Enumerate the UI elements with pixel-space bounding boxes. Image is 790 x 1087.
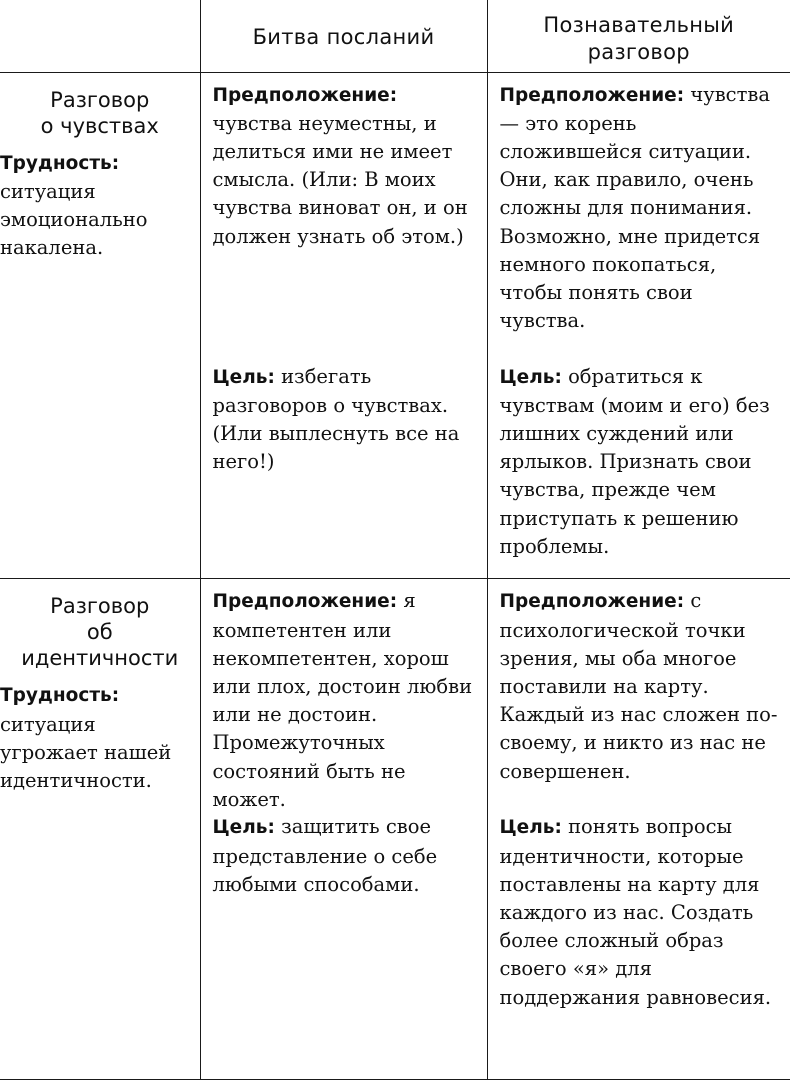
goal-text: избегать разговоров о чувствах. (Или выплеснуть все на него!) [213,365,460,474]
goal-learning-feelings [500,363,781,561]
assumption-battle-feelings [213,81,477,363]
assumption-text: чувства — это корень сложившейся ситуации. Они, как правило, очень сложны для понимания. Возможно, мне придется немного покопаться, чтобы понять свои чувства. [500,83,771,333]
row-title-identity [0,579,200,671]
goal-battle-identity [213,813,477,899]
difficulty-label: Трудность: [0,153,119,174]
row-title-identity-line2: об идентичности [21,620,178,670]
assumption-label: Предположение: [213,591,398,612]
goal-label: Цель: [213,817,275,838]
goal-text: защитить свое представление о себе любыми способами. [213,815,438,895]
header-row [0,0,790,72]
table-row-identity [0,579,790,1080]
corner-cell [0,0,200,72]
row-title-feelings-line1: Разговор [50,88,149,112]
difficulty-text: ситуация эмоционально накалена. [0,180,147,259]
row-title-feelings-line2: о чувствах [41,114,159,138]
column-title-learning-line1: Познавательный [543,13,734,37]
difficulty-text: ситуация угрожает нашей идентичности. [0,713,171,792]
difficulty-feelings [0,149,200,263]
cell-learning-identity [487,579,790,1080]
cell-learning-feelings [487,72,790,579]
cell-battle-feelings [200,72,487,579]
difficulty-identity [0,681,200,795]
cell-battle-identity [200,579,487,1080]
assumption-learning-identity [500,587,781,813]
assumption-label: Предположение: [213,85,398,106]
assumption-text: чувства неуместны, и делиться ими не имеет смысла. (Или: В моих чувства виноват он, и он должен узнать об этом.) [213,112,468,248]
goal-label: Цель: [213,367,275,388]
row-header-identity [0,579,200,1080]
goal-label: Цель: [500,367,562,388]
difficulty-label: Трудность: [0,685,119,706]
assumption-text: с психологической точки зрения, мы оба многое поставили на карту. Каждый из нас сложен по-своему, и никто из нас не совершенен. [500,589,778,782]
assumption-battle-identity [213,587,477,813]
column-title-learning-line2: разговор [588,40,690,64]
goal-learning-identity [500,813,781,1011]
column-title-learning [488,0,790,66]
goal-battle-feelings [213,363,477,477]
row-header-feelings [0,72,200,579]
table-row-feelings [0,72,790,579]
column-title-battle: Битва посланий [201,0,487,51]
column-header-battle [200,0,487,72]
column-header-learning [487,0,790,72]
assumption-label: Предположение: [500,591,685,612]
goal-label: Цель: [500,817,562,838]
row-title-feelings [0,73,200,139]
assumption-learning-feelings [500,81,781,363]
row-title-identity-line1: Разговор [50,594,149,618]
assumption-text: я компетентен или некомпетентен, хорош или плох, достоин любви или не достоин. Промежуточных состояний быть не может. [213,589,473,810]
goal-text: обратиться к чувствам (моим и его) без лишних суждений или ярлыков. Признать свои чувства, прежде чем приступать к решению проблемы. [500,365,770,558]
goal-text: понять вопросы идентичности, которые поставлены на карту для каждого из нас. Создать более сложный образ своего «я» для поддержания равновесия. [500,815,772,1008]
assumption-label: Предположение: [500,85,685,106]
